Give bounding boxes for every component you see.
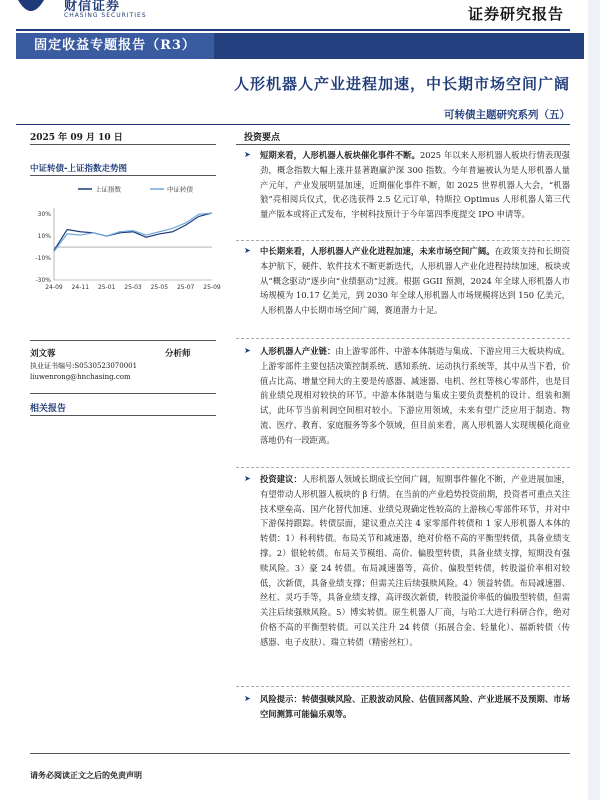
header-rule — [16, 29, 570, 31]
arrow-bullet-icon: ➤ — [244, 474, 251, 483]
disclaimer-note[interactable]: 请务必阅读正文之后的免责声明 — [30, 770, 142, 780]
key-point-lead: 人形机器人产业链： — [260, 346, 336, 356]
legend-label: 中证转债 — [167, 185, 193, 194]
analyst-certificate: 执业证书编号:S0530523070001 — [30, 362, 138, 370]
arrow-bullet-icon: ➤ — [244, 346, 251, 355]
chart-title: 中证转债-上证指数走势图 — [30, 164, 128, 174]
x-tick-label: 25-01 — [97, 284, 116, 291]
y-tick-label: -30% — [35, 277, 51, 284]
related-reports-heading: 相关报告 — [30, 404, 67, 414]
divider — [30, 175, 216, 176]
key-point-item — [244, 344, 570, 448]
divider — [30, 144, 216, 145]
key-point-lead: 投资建议： — [260, 474, 302, 484]
footer-rule — [30, 753, 570, 754]
key-point-lead: 短期来看，人形机器人板块催化事件不断。 — [260, 150, 420, 160]
report-type: 证券研究报告 — [467, 5, 564, 23]
dashed-divider — [236, 467, 570, 468]
dashed-divider — [236, 686, 570, 687]
dashed-divider — [236, 338, 570, 339]
key-point-body: 2025 年以来人形机器人板块行情表现强劲，概念指数大幅上涨并显著跑赢沪深 300 指数。今年普遍被认为是人形机器人量产元年，产业发展明显加速，近期催化事件不断，如 2025 世界机器人大会，“机器狼”亮相阅兵仪式，优必选获得 2.5 亿元订单，特斯拉 Optimus 人形机器人第三代量产版本或将正式发布，宇树科技预计于今年第四季度提交 IPO 申请等。 — [260, 150, 570, 220]
series-subtitle: 可转债主题研究系列（五） — [444, 109, 570, 121]
arrow-bullet-icon: ➤ — [244, 150, 251, 159]
divider — [30, 415, 216, 416]
key-point-lead: 风险提示： — [260, 694, 302, 704]
divider — [30, 340, 216, 341]
analyst-name: 刘文蓉 — [30, 349, 56, 359]
index-trend-chart — [28, 180, 221, 298]
report-date: 2025 年 09 月 10 日 — [30, 133, 123, 143]
x-tick-label: 24-09 — [45, 284, 63, 291]
x-tick-label: 25-05 — [150, 284, 169, 291]
logo-icon — [16, 0, 46, 16]
divider — [236, 144, 570, 145]
logo-english: CHASING SECURITIES — [64, 12, 147, 19]
y-tick-label: 30% — [37, 211, 51, 219]
key-point-item — [244, 472, 570, 650]
key-point-body: 在政策支持和长期资本护航下，硬件、软件技术不断更新迭代，人形机器人产业化进程持续加速，板块或从“概念驱动”逐步向“业绩驱动”过渡。根据 GGII 预测，2024 年全球人形机器人市场规模为 10.17 亿美元，到 2030 年全球人形机器人市场规模将达到 150 亿美元，人形机器人中长期市场空间广阔，赛道潜力十足。 — [260, 246, 570, 316]
key-point-lead: 中长期来看，人形机器人产业化进程加速，未来市场空间广阔。 — [260, 246, 495, 256]
arrow-bullet-icon: ➤ — [244, 694, 251, 703]
title-rule — [16, 124, 570, 125]
key-point-body: 由上游零部件、中游本体制造与集成、下游应用三大板块构成。上游零部件主要包括决策控制系统、感知系统、运动执行系统等，其中从当下看，价值占比高、增量空间大的主要是传感器、减速器、电机、丝杠等核心零部件，也是目前业绩兑现相对较快的环节。中游本体制造与集成主要负责整机的设计、组装和测试，此环节当前利润空间相对较小。下游应用领域，未来有望广泛应用于制造、物流、医疗、教育、家庭服务等多个领域，但目前来看，离人形机器人实现规模化商业落地仍有一段距离。 — [260, 346, 570, 445]
key-point-item — [244, 148, 570, 222]
key-point-body: 转债强赎风险、正股波动风险、估值回落风险、产业进展不及预期、市场空间测算可能偏乐观等。 — [260, 694, 570, 719]
x-tick-label: 25-07 — [176, 284, 195, 291]
logo-text: 财信证券 — [64, 0, 121, 14]
x-tick-label: 25-09 — [203, 284, 221, 291]
key-point-item — [244, 692, 570, 722]
divider — [30, 393, 216, 394]
arrow-bullet-icon: ➤ — [244, 246, 251, 255]
dashed-divider — [236, 240, 570, 241]
analyst-email[interactable]: liuwenrong@hnchasing.com — [30, 373, 131, 381]
side-strip — [588, 0, 600, 800]
y-tick-label: -10% — [35, 255, 51, 263]
x-tick-label: 24-11 — [71, 284, 90, 291]
key-point-body: 人形机器人领域长期成长空间广阔，短期事件催化不断，产业进展加速，有望带动人形机器人板块的 β 行情。在当前的产业趋势投资前期，投资者可重点关注技术壁垒高、国产化替代加速、业绩兑现确定性较高的上游核心零部件环节，并对中下游保持跟踪。转债层面，建议重点关注 4 家零部件转债和 1 家人形机器人本体的转债：1）科利转债。布局关节和减速器，绝对价格不高的平衡型转债，具备业绩支撑。2）银轮转债。布局关节模组、高价、偏股型转债，具备业绩支撑，短期没有强赎风险。3）豪 24 转债。布局减速器等，高价、偏股型转债，转股溢价率相对较低，次新债，具备业绩支撑；但需关注后续强赎风险。4）领益转债。布局减速器、丝杠、灵巧手等，具备业绩支撑，高评级次新债，转股溢价率低的偏股型转债，但需关注后续强赎风险。5）博实转债。原生机器人厂商，与哈工大进行科研合作，绝对价格不高的平衡型转债。可以关注升 24 转债（拓展合金、轻量化）、福新转债（传感器、电子皮肤）、瑞立转债（精密丝杠）。 — [260, 474, 570, 647]
category-label: 固定收益专题报告（R3） — [16, 33, 214, 59]
analyst-role: 分析师 — [165, 349, 191, 359]
key-points-heading: 投资要点 — [244, 133, 281, 143]
page-title: 人形机器人产业进程加速，中长期市场空间广阔 — [233, 75, 570, 93]
key-point-item — [244, 244, 570, 318]
legend-label: 上证指数 — [95, 185, 121, 194]
x-tick-label: 25-03 — [124, 284, 142, 291]
y-tick-label: 10% — [37, 233, 51, 241]
series-line — [54, 213, 212, 250]
